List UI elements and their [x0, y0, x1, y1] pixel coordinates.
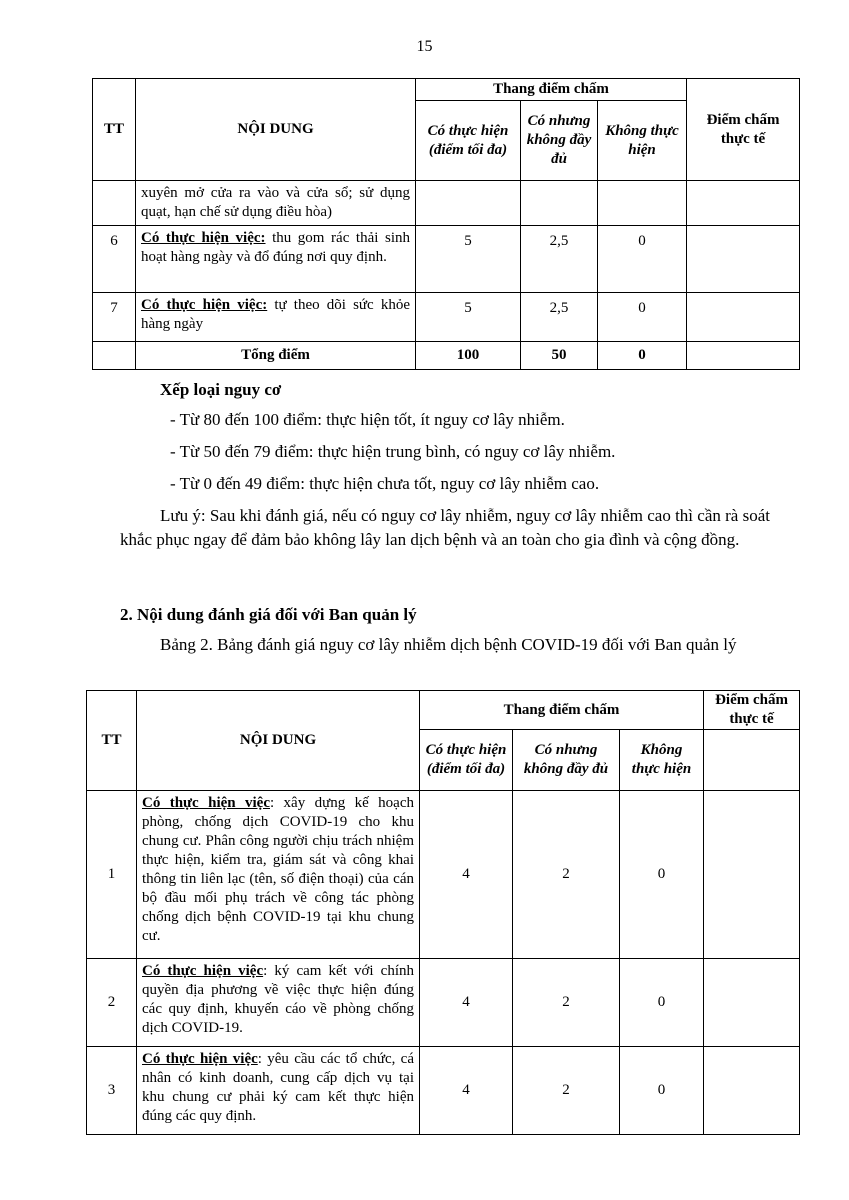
- classification-heading: Xếp loại nguy cơ: [160, 380, 282, 399]
- col-header-actual: Điểm chấm thực tế: [687, 79, 800, 181]
- col-header-tt: TT: [87, 691, 137, 791]
- assessment-table-management: [86, 690, 800, 1135]
- page-number: 15: [416, 38, 433, 55]
- row-score-partial: 2,5: [521, 226, 598, 293]
- table-row: [87, 791, 800, 959]
- col-header-partial: Có nhưng không đầy đủ: [513, 730, 620, 791]
- classification-item: - Từ 80 đến 100 điểm: thực hiện tốt, ít nguy cơ lây nhiễm.: [170, 410, 565, 429]
- row-content: [137, 791, 420, 959]
- row-content: [137, 959, 420, 1047]
- col-header-actual: Điểm chấm thực tế: [704, 691, 800, 730]
- col-header-content: NỘI DUNG: [137, 691, 420, 791]
- classification-section: [120, 378, 770, 552]
- total-actual: [687, 342, 800, 370]
- row-tt: 2: [87, 959, 137, 1047]
- col-header-partial: Có nhưng không đầy đủ: [521, 101, 598, 181]
- classification-item: - Từ 50 đến 79 điểm: thực hiện trung bình, có nguy cơ lây nhiễm.: [170, 442, 616, 461]
- row-score-none: 0: [620, 1047, 704, 1135]
- row-tt: 1: [87, 791, 137, 959]
- row-score-partial: 2: [513, 959, 620, 1047]
- row-content: [136, 293, 416, 342]
- row-score-partial: 2,5: [521, 293, 598, 342]
- classification-item: - Từ 0 đến 49 điểm: thực hiện chưa tốt, nguy cơ lây nhiễm cao.: [170, 474, 600, 493]
- row-text: : xây dựng kế hoạch phòng, chống dịch COVID-19 cho khu chung cư. Phân công người chịu trách nhiệm thực hiện, kiểm tra, giám sát và công khai thông tin liên lạc (tên, số điện thoại) của cán bộ đầu mối phụ trách về công tác phòng chống dịch bệnh COVID-19 tại khu chung cư.: [142, 795, 414, 944]
- row-score-none: 0: [620, 959, 704, 1047]
- table-row: [93, 226, 800, 293]
- total-score-partial: 50: [521, 342, 598, 370]
- row-actual: [704, 791, 800, 959]
- row-actual: [687, 181, 800, 226]
- total-row: [93, 342, 800, 370]
- col-header-none: Không thực hiện: [620, 730, 704, 791]
- classification-note: Lưu ý: Sau khi đánh giá, nếu có nguy cơ lây nhiễm, nguy cơ lây nhiễm cao thì cần rà soát khắc phục ngay để đảm bảo không lây lan dịch bệnh và an toàn cho gia đình và cộng đồng.: [120, 506, 770, 549]
- row-actual: [687, 226, 800, 293]
- row-lead: Có thực hiện việc: [142, 963, 264, 979]
- col-header-content: NỘI DUNG: [136, 79, 416, 181]
- row-score-full: 4: [420, 1047, 513, 1135]
- row-score-full: [416, 181, 521, 226]
- row-text: : ký cam kết với chính quyền địa phương về việc thực hiện đúng các quy định, khuyến cáo về phòng chống dịch COVID-19.: [142, 963, 414, 1036]
- row-content: [136, 226, 416, 293]
- row-score-none: 0: [598, 293, 687, 342]
- row-score-full: 4: [420, 791, 513, 959]
- total-label: Tổng điểm: [136, 342, 416, 370]
- col-header-scale: Thang điểm chấm: [420, 691, 704, 730]
- row-score-full: 4: [420, 959, 513, 1047]
- table-row: [93, 181, 800, 226]
- assessment-table-residents: [92, 78, 800, 370]
- col-header-none: Không thực hiện: [598, 101, 687, 181]
- row-score-none: 0: [598, 226, 687, 293]
- row-text: tự theo dõi sức khỏe hàng ngày: [141, 297, 410, 332]
- row-actual: [704, 959, 800, 1047]
- row-lead: Có thực hiện việc: [142, 1051, 258, 1067]
- table-2-caption: Bảng 2. Bảng đánh giá nguy cơ lây nhiễm dịch bệnh COVID-19 đối với Ban quản lý: [160, 635, 737, 654]
- table-row: [93, 293, 800, 342]
- col-header-tt: TT: [93, 79, 136, 181]
- row-text: xuyên mở cửa ra vào và cửa sổ; sử dụng quạt, hạn chế sử dụng điều hòa): [141, 185, 410, 220]
- row-text: : yêu cầu các tổ chức, cá nhân có kinh doanh, cung cấp dịch vụ tại khu chung cư phải ký cam kết thực hiện đúng các quy định.: [142, 1051, 414, 1124]
- total-score-full: 100: [416, 342, 521, 370]
- row-score-partial: [521, 181, 598, 226]
- row-tt: 3: [87, 1047, 137, 1135]
- section-2-heading: 2. Nội dung đánh giá đối với Ban quản lý: [120, 605, 417, 624]
- row-score-full: 5: [416, 293, 521, 342]
- col-header-scale: Thang điểm chấm: [416, 79, 687, 101]
- row-lead: Có thực hiện việc:: [141, 230, 266, 246]
- col-header-full: Có thực hiện (điểm tối đa): [420, 730, 513, 791]
- row-actual: [687, 293, 800, 342]
- row-tt: 7: [93, 293, 136, 342]
- row-score-none: [598, 181, 687, 226]
- row-actual: [704, 1047, 800, 1135]
- row-content: [136, 181, 416, 226]
- row-content: [137, 1047, 420, 1135]
- row-tt: 6: [93, 226, 136, 293]
- row-lead: Có thực hiện việc:: [141, 297, 268, 313]
- col-header-full: Có thực hiện (điểm tối đa): [416, 101, 521, 181]
- row-score-partial: 2: [513, 791, 620, 959]
- row-lead: Có thực hiện việc: [142, 795, 270, 811]
- section-2: [120, 603, 770, 657]
- total-score-none: 0: [598, 342, 687, 370]
- row-score-partial: 2: [513, 1047, 620, 1135]
- row-score-full: 5: [416, 226, 521, 293]
- table-row: [87, 1047, 800, 1135]
- row-tt: [93, 181, 136, 226]
- total-tt-empty: [93, 342, 136, 370]
- col-header-actual-empty: [704, 730, 800, 791]
- table-row: [87, 959, 800, 1047]
- row-score-none: 0: [620, 791, 704, 959]
- row-text: thu gom rác thải sinh hoạt hàng ngày và đổ đúng nơi quy định.: [141, 230, 410, 265]
